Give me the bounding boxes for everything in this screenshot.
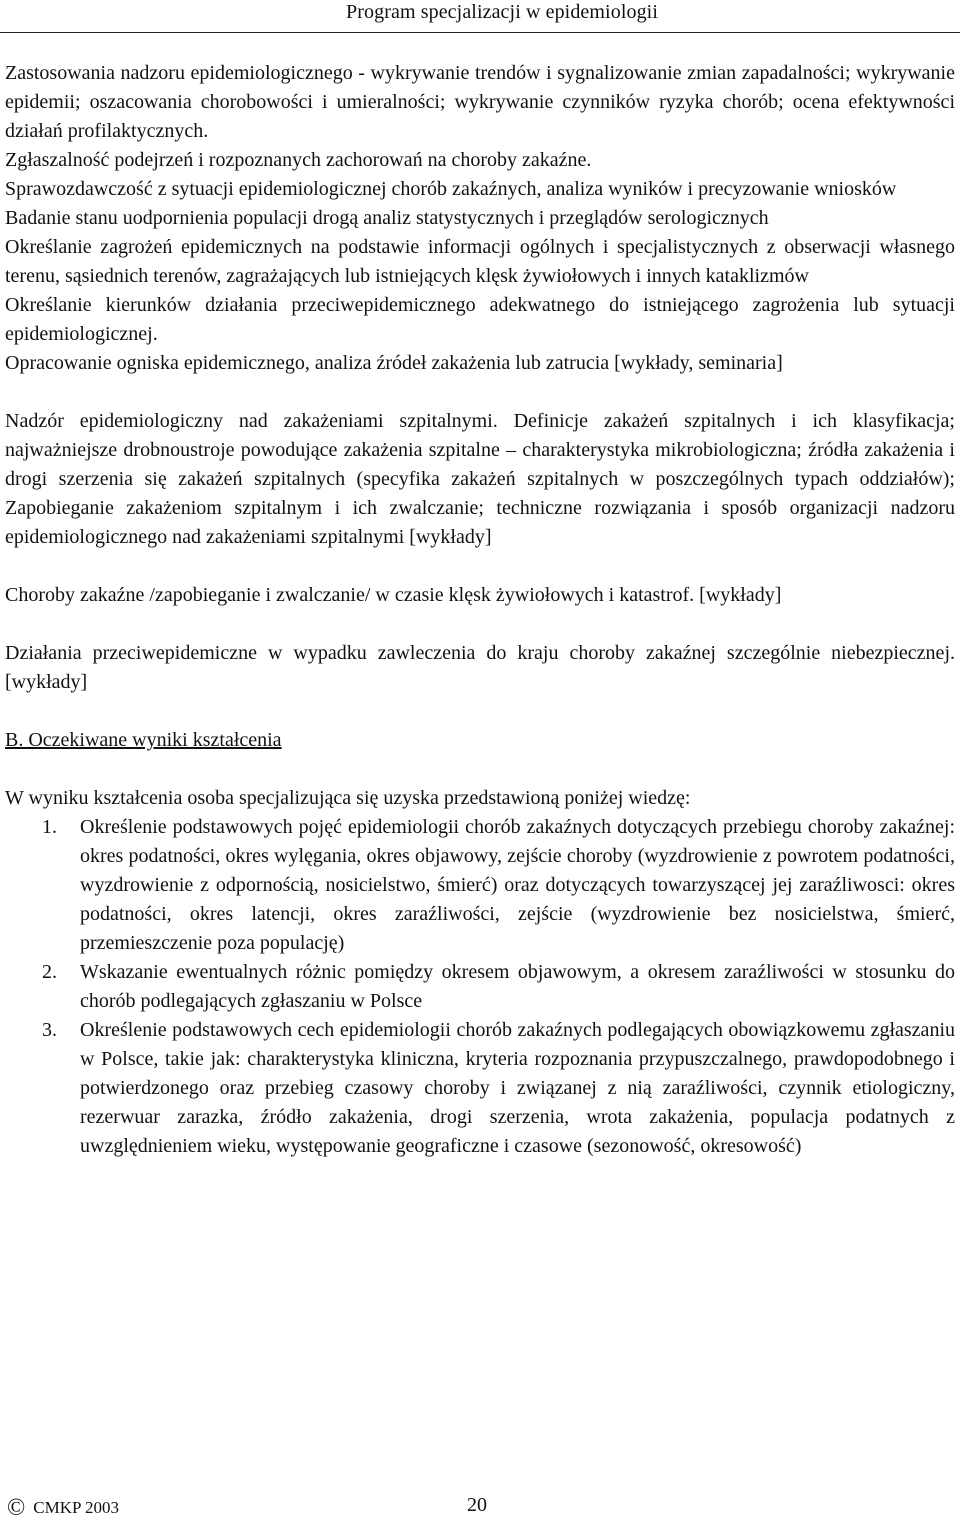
list-item-text: Określenie podstawowych pojęć epidemiologii chorób zakaźnych dotyczących przebiegu choroby zakaźnej: okres podatności, okres wylęgania, okres objawowy, zejście choroby (wyzdrowienie z powrotem podatności, wyzdrowienie z odpornością, nosicielstwo, śmierć) oraz dotyczących towarzyszącej jej zaraźliwosci: okres podatności, okres latencji, okres zaraźliwości, zejście (wyzdrowienie bez nosicielstwa, śmierć, przemieszczenie poza populację) [80,816,955,954]
paragraph-threat-assessment: Określanie zagrożeń epidemicznych na podstawie informacji ogólnych i specjalistycznych z obserwacji własnego terenu, sąsiednich terenów, zagrażających lub istniejących klęsk żywiołowych i innych kataklizmów [5,236,955,287]
paragraph-immunity-study: Badanie stanu uodpornienia populacji drogą analiz statystycznych i przeglądów serologicznych [5,207,769,229]
copyright-text: CMKP 2003 [33,1498,120,1517]
list-item-text: Określenie podstawowych cech epidemiologii chorób zakaźnych podlegających obowiązkowemu zgłaszaniu w Polsce, takie jak: charakterystyka kliniczna, kryteria rozpoznania przypuszczalnego, prawdopodobnego i potwierdzonego oraz przebieg czasowy choroby i związanej z nią zaraźliwości, czynnik etiologiczny, rezerwuar zarazka, źródło zakażenia, drogi szerzenia, wrota zakażenia, populacja podatnych z uwzględnieniem wieku, występowanie geograficzne i czasowe (sezonowość, okresowość) [80,1019,955,1157]
page-header-title: Program specjalizacji w epidemiologii [346,1,658,23]
paragraph-reporting: Sprawozdawczość z sytuacji epidemiologicznej chorób zakaźnych, analiza wyników i precyzowanie wniosków [5,178,897,200]
list-item [5,1016,955,1161]
paragraph-surveillance-uses: Zastosowania nadzoru epidemiologicznego - wykrywanie trendów i sygnalizowanie zmian zapadalności; wykrywanie epidemii; oszacowania chorobowości i umieralności; wykrywanie czynników ryzyka chorób; ocena efektywności działań profilaktycznych. [5,62,955,142]
list-item-number: 1. [42,816,57,838]
paragraph-outbreak-analysis: Opracowanie ogniska epidemicznego, analiza źródeł zakażenia lub zatrucia [wykłady, seminaria] [5,352,783,374]
outcomes-list [5,813,955,1161]
page-number: 20 [467,1494,487,1516]
paragraph-action-directions: Określanie kierunków działania przeciwepidemicznego adekwatnego do istniejącego zagrożenia lub sytuacji epidemiologicznej. [5,294,955,345]
section-heading: B. Oczekiwane wyniki kształcenia [5,729,282,751]
paragraph-reporting-rate: Zgłaszalność podejrzeń i rozpoznanych zachorowań na choroby zakaźne. [5,149,592,171]
paragraph-disasters: Choroby zakaźne /zapobieganie i zwalczanie/ w czasie klęsk żywiołowych i katastrof. [wykłady] [5,584,782,606]
paragraph-hospital-infections: Nadzór epidemiologiczny nad zakażeniami szpitalnymi. Definicje zakażeń szpitalnych i ich klasyfikacja; najważniejsze drobnoustroje powodujące zakażenia szpitalne – charakterystyka mikrobiologiczna; źródła zakażenia i drogi szerzenia się zakażeń szpitalnych (specyfika zakażeń szpitalnych w poszczególnych typach oddziałów); Zapobieganie zakażeniom szpitalnym i ich zwalczanie; techniczne rozwiązania i sposób organizacji nadzoru epidemiologicznego nad zakażeniami szpitalnymi [wykłady] [5,410,955,548]
list-item-number: 2. [42,961,57,983]
document-body [5,59,955,1161]
list-item-number: 3. [42,1019,57,1041]
copyright-icon: © [7,1495,26,1521]
outcomes-intro: W wyniku kształcenia osoba specjalizująca się uzyska przedstawioną poniżej wiedzę: [5,787,691,809]
footer-copyright [7,1496,119,1520]
list-item-text: Wskazanie ewentualnych różnic pomiędzy okresem objawowym, a okresem zaraźliwości w stosunku do chorób podlegających zgłaszaniu w Polsce [80,961,955,1012]
header-divider [0,32,960,33]
list-item [5,813,955,958]
paragraph-imported-disease: Działania przeciwepidemiczne w wypadku zawleczenia do kraju choroby zakaźnej szczególnie niebezpiecznej. [wykłady] [5,642,955,693]
list-item [5,958,955,1016]
